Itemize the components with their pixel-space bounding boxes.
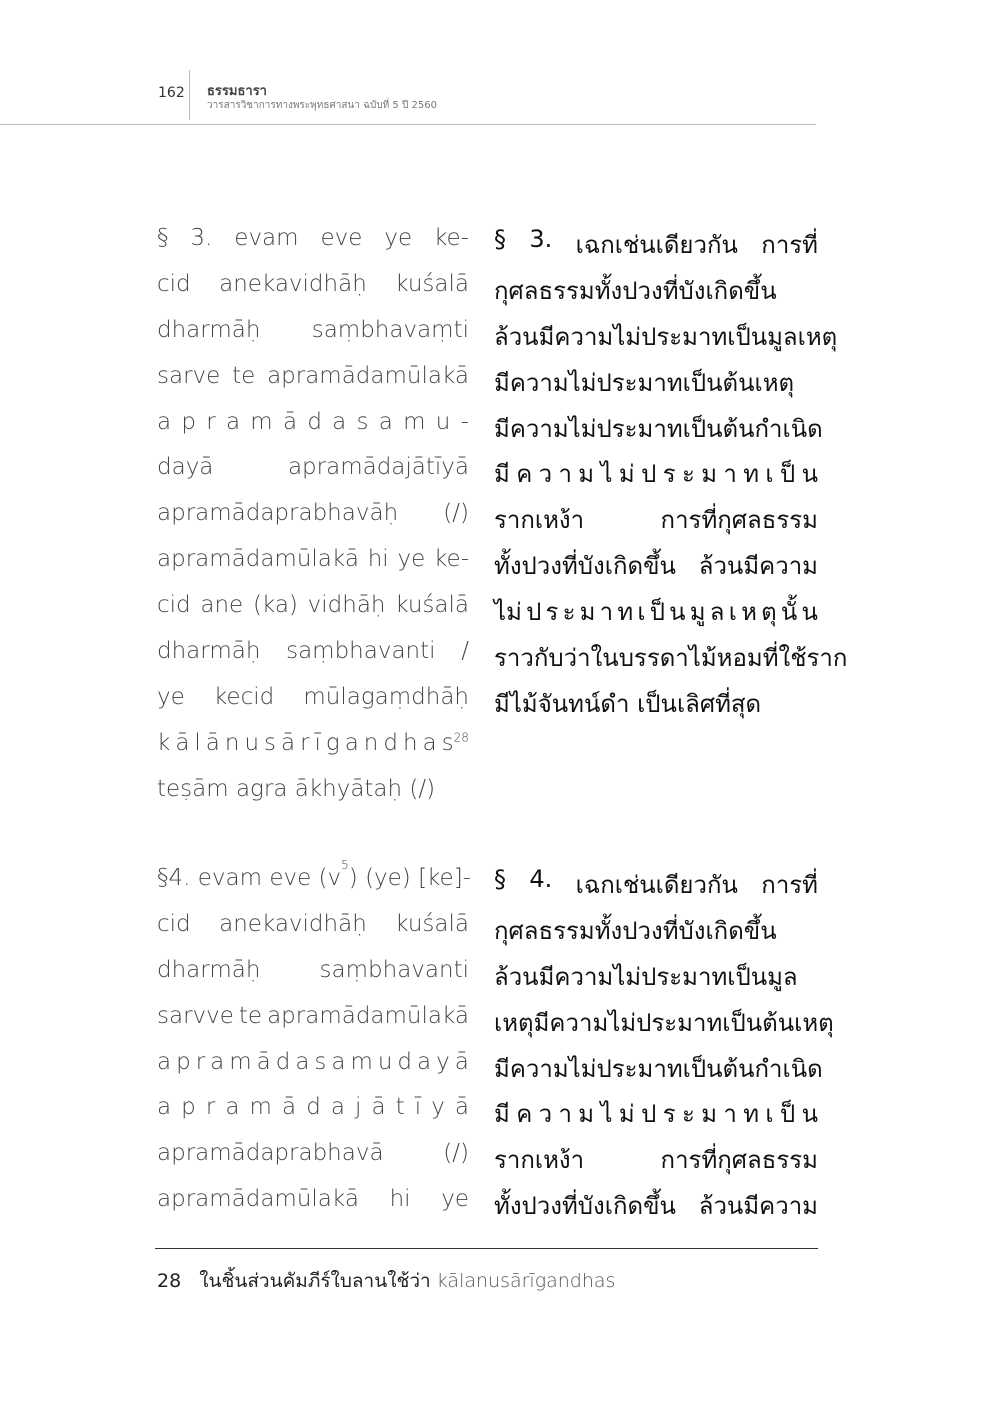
section4-thai-column — [494, 865, 834, 1232]
journal-title: ธรรมธารา — [207, 84, 267, 99]
thai-line: มี ค ว า ม ไ ม่ ป ร ะ ม า ท เ ป็ น — [494, 1100, 818, 1129]
thai-line: ล้วนมีความไม่ประมาทเป็นมูลเหตุ — [494, 322, 838, 351]
sanskrit-line: sarvve te apramādamūlakā — [157, 1002, 469, 1029]
thai-line: ทั้งปวงที่บังเกิดขึ้น ล้วนมีความ — [494, 552, 818, 581]
sanskrit-line: a p r a m ā d a s a m u - — [157, 408, 469, 435]
section4-first-line-suffix: ) (ye) [ke]- — [348, 865, 471, 891]
sanskrit-line: apramādamūlakā hi ye — [157, 1186, 469, 1213]
thai-line: มีความไม่ประมาทเป็นต้นกำเนิด — [494, 1054, 823, 1083]
section3-thai-column — [494, 225, 848, 730]
footnote-thai-text: ในชิ้นส่วนคัมภีร์ใบลานใช้ว่า — [199, 1270, 431, 1292]
thai-line: ไม่ ป ร ะ ม า ท เ ป็ น มู ล เ ห ตุ นั้ น — [494, 598, 818, 627]
sanskrit-line: apramādaprabhavāḥ (/) — [157, 500, 469, 527]
sanskrit-line: sarve te apramādamūlakā — [157, 362, 469, 389]
sanskrit-line: cid ane (ka) vidhāḥ kuśalā — [157, 592, 469, 619]
section4-sanskrit-first-line — [157, 858, 471, 911]
header-rule — [0, 124, 816, 125]
sanskrit-line: apramādaprabhavā (/) — [157, 1140, 469, 1167]
footnote-number: 28 — [157, 1270, 182, 1292]
thai-line: กุศลธรรมทั้งปวงที่บังเกิดขึ้น — [494, 916, 777, 945]
sanskrit-line: apramādamūlakā hi ye ke- — [157, 546, 469, 573]
page-header — [0, 0, 1000, 130]
sanskrit-line: dharmāḥ saṃbhavaṃti — [157, 316, 469, 343]
sanskrit-line: a p r a m ā d a s a m u d a y ā — [157, 1048, 469, 1075]
section4-first-line-prefix: §4. evam eve (v — [157, 865, 342, 891]
thai-line: รากเหง้า การที่กุศลธรรม — [494, 1146, 818, 1175]
thai-line: เหตุ มีความไม่ประมาทเป็นต้นเหตุ — [494, 1008, 834, 1037]
thai-line: มี ค ว า ม ไ ม่ ป ร ะ ม า ท เ ป็ น — [494, 460, 818, 489]
sanskrit-line: § 3. evam eve ye ke- — [157, 225, 469, 251]
section4-sanskrit-column — [157, 858, 471, 1232]
footnote — [157, 1266, 615, 1296]
thai-line: มีความไม่ประมาทเป็นต้นกำเนิด — [494, 414, 823, 443]
sanskrit-line: cid anekavidhāḥ kuśalā — [157, 910, 469, 937]
sanskrit-line: k ā l ā n u s ā r ī g a n d h a $s^{28}$ — [157, 729, 469, 756]
footnote-rule — [155, 1248, 818, 1249]
sanskrit-line: dharmāḥ saṃbhavanti — [157, 956, 469, 983]
footnote-marker-sup: 5 — [341, 858, 349, 872]
sanskrit-line: a p r a m ā d a j ā t ī y ā — [157, 1094, 469, 1121]
page-number: 162 — [158, 85, 185, 101]
footnote-latin-text: kālanusārīgandhas — [436, 1270, 616, 1292]
sanskrit-line: dharmāḥ saṃbhavanti / — [157, 638, 469, 665]
thai-line: ราวกับว่า ในบรรดาไม้หอมที่ใช้ราก — [494, 644, 848, 673]
sanskrit-line: ye kecid mūlagaṃdhāḥ — [157, 683, 469, 710]
thai-line: มีไม้จันทน์ดำ เป็นเลิศที่สุด — [494, 689, 762, 718]
header-divider — [189, 70, 190, 120]
thai-line: รากเหง้า การที่กุศลธรรม — [494, 506, 818, 535]
sanskrit-line: cid anekavidhāḥ kuśalā — [157, 270, 469, 297]
thai-line: ล้วนมีความไม่ประมาทเป็นมูล — [494, 962, 798, 991]
thai-line: § 4. เฉกเช่นเดียวกัน การที่ — [494, 865, 818, 899]
footnote-marker-sup: 28 — [453, 730, 469, 745]
thai-line: § 3. เฉกเช่นเดียวกัน การที่ — [494, 225, 818, 259]
thai-line: ทั้งปวงที่บังเกิดขึ้น ล้วนมีความ — [494, 1192, 818, 1221]
section3-sanskrit-column — [157, 225, 469, 822]
thai-line: กุศลธรรมทั้งปวงที่บังเกิดขึ้น — [494, 276, 777, 305]
journal-subtitle: วารสารวิชาการทางพระพุทธศาสนา ฉบับที่ 5 ปี 2560 — [207, 100, 437, 111]
sanskrit-line: dayā apramādajātīyā — [157, 454, 469, 481]
sanskrit-line: teṣām agra ākhyātaḥ (/) — [157, 775, 436, 802]
thai-line: มีความไม่ประมาทเป็นต้นเหตุ — [494, 368, 795, 397]
